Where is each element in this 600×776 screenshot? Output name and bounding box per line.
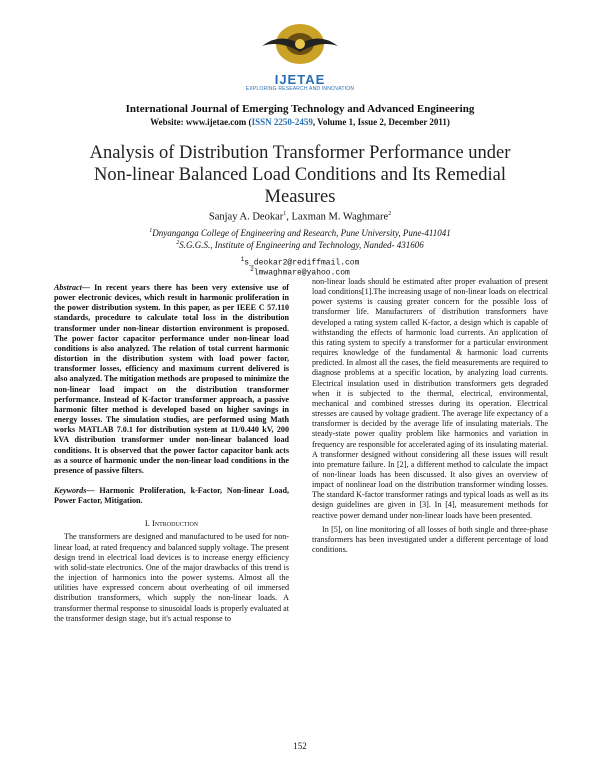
affiliation-text: Dnyanganga College of Engineering and Research, Pune University, Pune-411041 xyxy=(152,228,451,238)
author-name: Laxman M. Waghmare xyxy=(291,211,389,223)
author-superscript: 1 xyxy=(283,211,287,217)
author-separator: , xyxy=(286,211,292,223)
affiliation-2 xyxy=(0,240,600,250)
logo-tagline: EXPLORING RESEARCH AND INNOVATION xyxy=(245,86,355,92)
keywords-label: Keywords xyxy=(54,485,87,495)
affiliation-superscript: 1 xyxy=(149,228,153,234)
affiliation-superscript: 2 xyxy=(176,240,180,246)
journal-website-line xyxy=(0,117,600,127)
intro-paragraph-continued: non-linear loads should be estimated after proper evaluation of present load conditions[1].The increasing usage of non-linear loads on electrical power systems is causing greater concern for the possible loss of transformer life. Manufacturers of distribution transformers have developed a rating system called K-factor, a design which is capable of withstanding the effects of harmonic load currents. An application of this rating system to specify a transformer for a particular environment requires knowledge of the fundamental & harmonic load currents predicted. In almost all the cases, the field measurements are required to diagnose problems at a specific location, by analyzing load currents. Electrical insulation used in distribution transformers gets degraded when it is subjected to the thermal, electrical, environmental, mechanical and combined stresses during its operation. Electrical stresses are caused by voltage gradient. The average life expectancy of a transformer is decided by the average life of insulating materials. The steady-state power quality problem like harmonics and variation in frequency are responsible for accelerated aging of its insulating material. A transformer designed without considering all these issues will result into premature failure. In [2], a different method to calculate the impact of non-linear loads has been discussed. It also gives an overview of impact of nonlinear load on the distribution transformer winding losses. The standard K-factor transformer ratings and typical loads as well as its design guidelines are given in [3]. In [4], measurement methods for reactive power demand under non-linear loads have been presented. xyxy=(312,277,548,520)
email-address[interactable]: lmwaghmare@yahoo.com xyxy=(253,268,350,278)
author-list xyxy=(0,211,600,223)
affiliation-text: S.G.G.S., Institute of Engineering and Technology, Nanded- 431606 xyxy=(179,240,424,250)
website-prefix: Website: www.ijetae.com ( xyxy=(150,117,252,127)
intro-paragraph-2: In [5], on line monitoring of all losses of both single and three-phase transformers has been investigated under a different percentage of load conditions. xyxy=(312,524,548,555)
paper-title: Analysis of Distribution Transformer Performance under Non-linear Balanced Load Conditions and Its Remedial Measures xyxy=(89,143,511,207)
abstract xyxy=(54,283,289,476)
website-suffix: , Volume 1, Issue 2, December 2011) xyxy=(312,117,450,127)
keywords xyxy=(54,486,289,506)
email-2 xyxy=(0,266,600,278)
abstract-label: Abstract xyxy=(54,283,82,292)
author-superscript: 2 xyxy=(388,211,392,217)
journal-name: International Journal of Emerging Technology and Advanced Engineering xyxy=(125,103,475,115)
right-column xyxy=(312,277,548,555)
intro-paragraph: The transformers are designed and manufactured to be used for non-linear load, at rated frequency and balanced supply voltage. The present design trend in electrical load devices is to increase energy efficiency with solid-state electronics. One of the major drawbacks of this trend is the injection of harmonics into the power systems. Almost all the utilities have expressed concern about overheating of oil immersed distribution transformers, which supply the non-linear loads. A transformer thermal response to sinusoidal loads is properly evaluated at the transformer design stage, but it's actual response to xyxy=(54,532,289,623)
page-number: 152 xyxy=(293,741,307,751)
left-column xyxy=(54,283,289,624)
author-name: Sanjay A. Deokar xyxy=(208,211,284,223)
email-superscript: 1 xyxy=(240,256,245,263)
abstract-text: — In recent years there has been very extensive use of power electronic devices, which result in harmonic proliferation in the power distribution system. In this paper, as per IEEE C 57.110 standards, procedure to calculate total loss in the distribution transformer under non-linear distortion environment is proposed. The power factor capacitor performance under non-linear load conditions is also analyzed. The relation of total current harmonic distortion in the distribution system with load power factor, transformer losses, efficiency and maximum current delivered is also analyzed. The mitigation methods are proposed to minimize the non-linear load impact on the distribution transformer performance. Instead of K-factor transformer approach, a passive harmonic filter method is developed based on higher savings in energy losses. The simulation studies, are performed using Math works MATLAB 7.0.1 for distribution system at 11/0.440 kV, 200 kVA distribution transformer under non-linear balanced load conditions. It is observed that the power factor capacitor bank acts as a source of harmonic under the non-linear load conditions in the presence of passive filters. xyxy=(54,283,289,475)
email-superscript: 2 xyxy=(250,266,254,273)
section-heading: I. Introduction xyxy=(144,518,199,529)
issn-link[interactable]: ISSN 2250-2459 xyxy=(251,117,313,127)
affiliation-1 xyxy=(0,228,600,238)
logo-text: IJETAE xyxy=(274,72,326,87)
email-address[interactable]: s_deokar2@rediffmail.com xyxy=(244,258,360,268)
keywords-text: — Harmonic Proliferation, k-Factor, Non-linear Load, Power Factor, Mitigation. xyxy=(54,485,289,506)
